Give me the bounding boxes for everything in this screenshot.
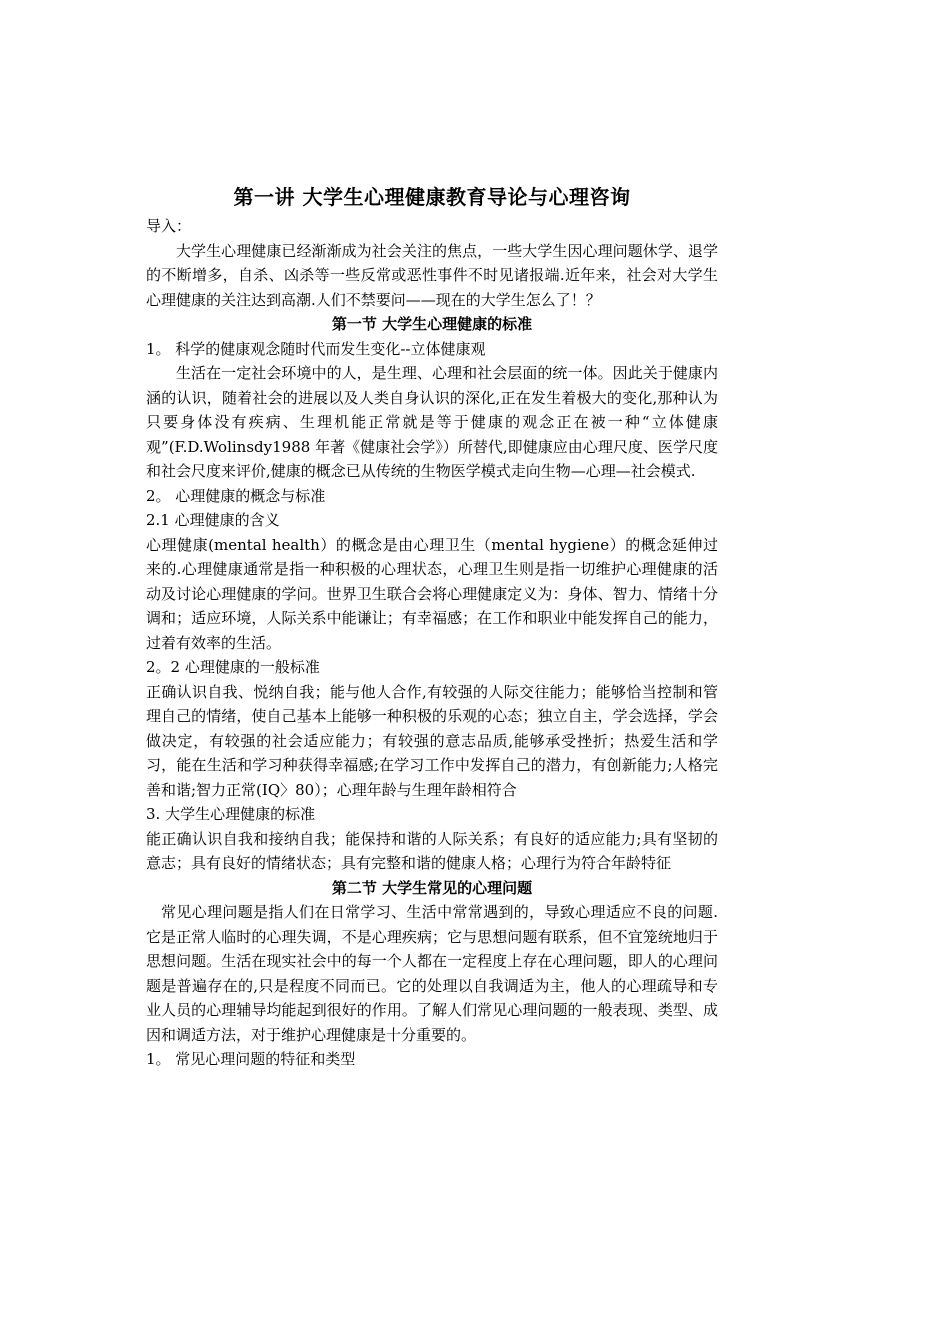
heading-3: 3. 大学生心理健康的标准 bbox=[146, 805, 316, 823]
intro-label: 导入： bbox=[146, 217, 192, 235]
paragraph-3: 能正确认识自我和接纳自我；能保持和谐的人际关系；有良好的适应能力;具有坚韧的意志；具有良好的情绪状态；具有完整和谐的健康人格；心理行为符合年龄特征 bbox=[146, 829, 718, 872]
heading-2-1: 2.1 心理健康的含义 bbox=[146, 511, 280, 529]
heading-2: 2。 心理健康的概念与标准 bbox=[146, 486, 326, 505]
heading-1: 1。 科学的健康观念随时代而发生变化--立体健康观 bbox=[146, 339, 486, 358]
section-2-title: 第二节 大学生常见的心理问题 bbox=[331, 878, 533, 897]
paragraph-2-1: 心理健康(mental health）的概念是由心理卫生（mental hygiene）的概念延伸过来的.心理健康通常是指一种积极的心理状态，心理卫生则是指一切维护心理健康的活动及讨论心理健康的学问。世界卫生联合会将心理健康定义为：身体、智力、情绪十分调和；适应环境，人际关系中能谦让；有幸福感；在工作和职业中能发挥自己的能力，过着有效率的生活。 bbox=[146, 535, 718, 652]
heading-2-2: 2。2 心理健康的一般标准 bbox=[146, 658, 320, 676]
intro-paragraph: 大学生心理健康已经渐渐成为社会关注的焦点，一些大学生因心理问题休学、退学的不断增多，自杀、凶杀等一些反常或恶性事件不时见诸报端.近年来，社会对大学生心理健康的关注达到高潮.人们不禁要问——现在的大学生怎么了！？ bbox=[146, 241, 718, 309]
section-1-title: 第一节 大学生心理健康的标准 bbox=[331, 315, 533, 333]
page-title: 第一讲 大学生心理健康教育导论与心理咨询 bbox=[233, 185, 631, 209]
document-page bbox=[146, 180, 718, 1072]
paragraph-1: 生活在一定社会环境中的人，是生理、心理和社会层面的统一体。因此关于健康内涵的认识，随着社会的进展以及人类自身认识的深化,正在发生着极大的变化,那种认为只要身体没有疾病、生理机能正常就是等于健康的观念正在被一种“立体健康观”(F.D.Wolinsdy1988 年著《健康社会学》）所替代,即健康应由心理尺度、医学尺度和社会尺度来评价,健康的概念已从传统的生物医学模式走向生物—心理—社会模式. bbox=[146, 364, 718, 480]
paragraph-2-2: 正确认识自我、悦纳自我；能与他人合作,有较强的人际交往能力；能够恰当控制和管理自己的情绪，使自己基本上能够一种积极的乐观的心态；独立自主，学会选择，学会做决定，有较强的社会适应能力；有较强的意志品质,能够承受挫折；热爱生活和学习，能在生活和学习种获得幸福感;在学习工作中发挥自己的潜力，有创新能力;人格完善和谐;智力正常(IQ〉80）；心理年龄与生理年龄相符合 bbox=[146, 682, 718, 799]
section-2-paragraph: 常见心理问题是指人们在日常学习、生活中常常遇到的，导致心理适应不良的问题.它是正常人临时的心理失调，不是心理疾病；它与思想问题有联系，但不宜笼统地归于思想问题。生活在现实社会中的每一个人都在一定程度上存在心理问题，即人的心理问题是普遍存在的,只是程度不同而已。它的处理以自我调适为主，他人的心理疏导和专业人员的心理辅导均能起到很好的作用。了解人们常见心理问题的一般表现、类型、成因和调适方法，对于维护心理健康是十分重要的。 bbox=[146, 903, 718, 1044]
section-2-heading-1: 1。 常见心理问题的特征和类型 bbox=[146, 1050, 356, 1068]
